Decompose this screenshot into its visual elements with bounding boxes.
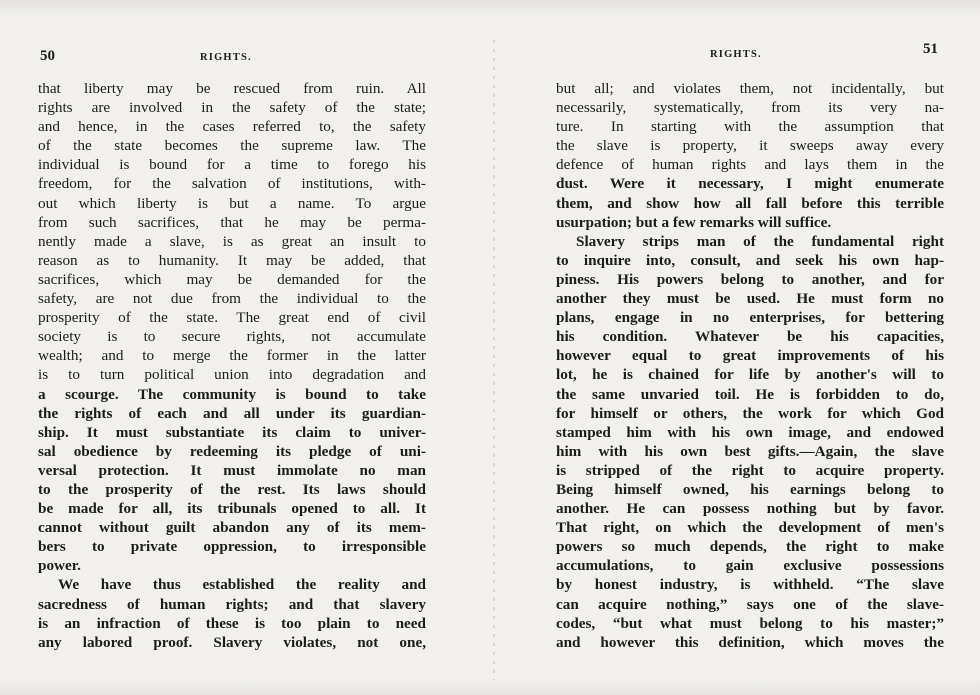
left-page-text [38, 79, 426, 652]
text-line: for himself or others, the work for which God [556, 404, 944, 422]
text-line: freedom, for the salvation of institutions, with- [38, 175, 426, 193]
text-line: ship. It must substantiate its claim to univer- [38, 423, 426, 441]
text-line: codes, “but what must belong to his master;” [556, 614, 944, 632]
text-line: Being himself owned, his earnings belong to [556, 480, 944, 498]
right-running-title: RIGHTS. [710, 49, 762, 60]
text-line: dust. Were it necessary, I might enumerate [556, 175, 944, 193]
text-line: of the state becomes the supreme law. The [38, 137, 426, 155]
text-line: safety, are not due from the individual to the [38, 290, 426, 308]
text-line: Slavery strips man of the fundamental right [576, 232, 944, 250]
left-page [38, 36, 426, 652]
text-line: by honest industry, is withheld. “The slave [556, 576, 944, 594]
text-line: reason as to humanity. It may be added, that [38, 251, 426, 269]
text-line: be made for all, its tribunals opened to all. It [38, 500, 426, 518]
text-line: the slave is property, it sweeps away every [556, 137, 944, 155]
text-line: usurpation; but a few remarks will suffice. [556, 213, 832, 231]
left-page-number: 50 [40, 48, 55, 64]
left-running-head [38, 36, 426, 64]
text-line: cannot without guilt abandon any of its mem- [38, 519, 426, 537]
text-line: any labored proof. Slavery violates, not one, [38, 633, 426, 651]
text-line: lot, he is chained for life by another's will to [556, 366, 944, 384]
text-line: ture. In starting with the assumption that [556, 118, 944, 136]
text-line: and hence, in the cases referred to, the safety [38, 118, 426, 136]
text-line: the rights of each and all under its guardian- [38, 404, 426, 422]
text-line: another they must be used. He must form no [556, 290, 944, 308]
left-running-title: RIGHTS. [200, 52, 252, 63]
text-line: plans, engage in no enterprises, for bettering [556, 309, 944, 327]
text-line: rights are involved in the safety of the state; [38, 99, 426, 117]
text-line: power. [38, 557, 81, 575]
text-line: however equal to great improvements of his [556, 347, 944, 365]
text-line: can acquire nothing,” says one of the slave- [556, 595, 944, 613]
right-running-head [556, 36, 944, 64]
text-line: to the prosperity of the rest. Its laws should [38, 480, 426, 498]
text-line: a scourge. The community is bound to take [38, 385, 426, 403]
text-line: the same unvaried toil. He is forbidden to do, [556, 385, 944, 403]
text-line: and however this definition, which moves the [556, 633, 944, 651]
text-line: defence of human rights and lays them in the [556, 156, 944, 174]
text-line: is stripped of the right to acquire property. [556, 461, 944, 479]
text-line: from such sacrifices, that he may be perma- [38, 213, 426, 231]
text-line: his condition. Whatever be his capacities, [556, 328, 944, 346]
text-line: sacredness of human rights; and that slavery [38, 595, 426, 613]
text-line: accumulations, to gain exclusive possessions [556, 557, 944, 575]
text-line: That right, on which the development of men's [556, 519, 944, 537]
text-line: sacrifices, which may be demanded for the [38, 270, 426, 288]
text-line: another. He can possess nothing but by favor. [556, 500, 944, 518]
text-line: powers so much depends, the right to make [556, 538, 944, 556]
text-line: but all; and violates them, not incidentally, but [556, 80, 944, 97]
right-page [556, 36, 944, 652]
text-line: that liberty may be rescued from ruin. All [38, 80, 426, 97]
right-page-text [556, 79, 944, 652]
text-line: nently made a slave, is as great an insult to [38, 232, 426, 250]
text-line: bers to private oppression, to irresponsible [38, 538, 426, 556]
text-line: is an infraction of these is too plain to need [38, 614, 426, 632]
text-line: is to turn political union into degradation and [38, 366, 426, 384]
text-line: out which liberty is but a name. To argue [38, 194, 426, 212]
text-line: them, and show how all fall before this terrible [556, 194, 944, 212]
text-line: sal obedience by redeeming its pledge of uni- [38, 442, 426, 460]
text-line: piness. His powers belong to another, and for [556, 270, 944, 288]
text-line: to inquire into, consult, and seek his own hap- [556, 251, 944, 269]
right-page-number: 51 [923, 41, 938, 57]
text-line: wealth; and to merge the former in the latter [38, 347, 426, 365]
text-line: society is to secure rights, not accumulate [38, 328, 426, 346]
text-line: necessarily, systematically, from its very na- [556, 99, 944, 117]
text-line: him with his own best gifts.—Again, the slave [556, 442, 944, 460]
text-line: versal protection. It must immolate no man [38, 461, 426, 479]
text-line: individual is bound for a time to forego his [38, 156, 426, 174]
text-line: We have thus established the reality and [58, 576, 426, 594]
text-line: prosperity of the state. The great end of civil [38, 309, 426, 327]
book-gutter [493, 40, 495, 680]
text-line: stamped him with his own image, and endowed [556, 423, 944, 441]
